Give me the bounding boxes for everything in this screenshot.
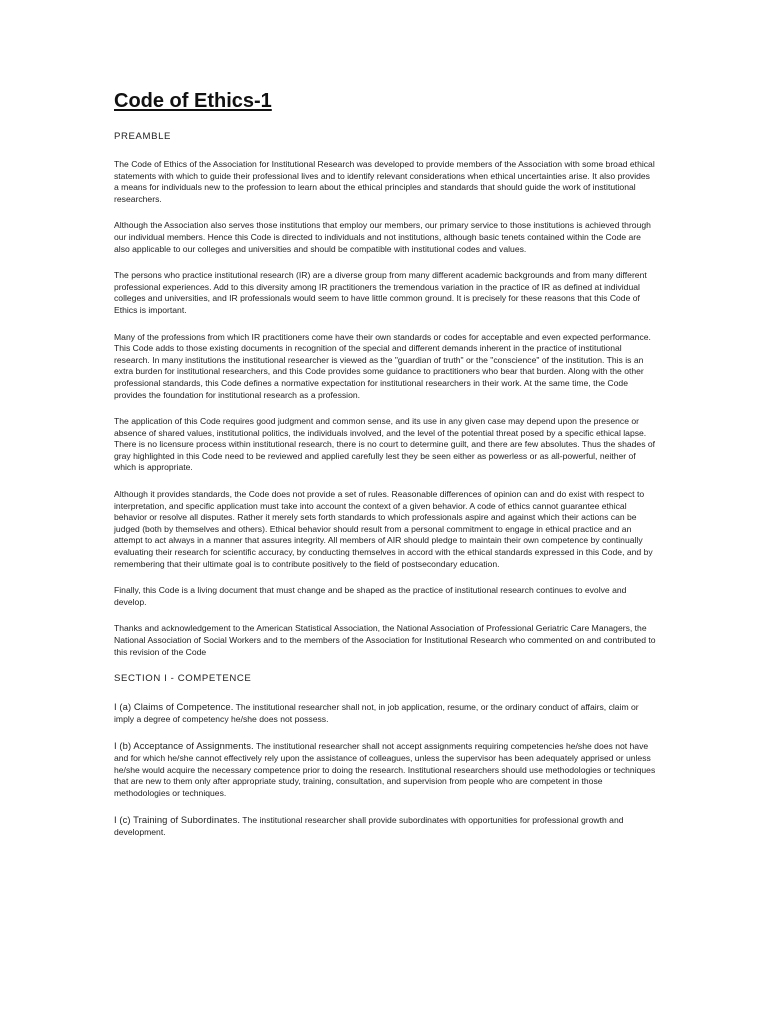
item-lead: I (c) Training of Subordinates. [114,814,241,826]
paragraph: Many of the professions from which IR practitioners come have their own standards or codes for acceptable and even expected performance. This Code adds to those existing documents in recognition of the special and different demands inherent in the practice of institutional research. In many institutions the institutional researcher is viewed as the "guardian of truth" or the "conscience" of the institution. This is an extra burden for institutional researchers, and this Code provides some guidance to practitioners who bear that burden. Along with the other professional standards, this Code defines a normative expectation for institutional researchers in their work. At the same time, the Code provides the foundation for institutional research as a profession. [114,331,651,400]
item-lead: I (b) Acceptance of Assignments. [114,740,254,752]
paragraph: Finally, this Code is a living document that must change and be shaped as the practice of institutional research continues to evolve and develop. [114,585,627,607]
competence-item [114,701,656,725]
competence-item [114,740,656,799]
item-text: The institutional researcher shall provide subordinates with opportunities for professional growth and development. [114,815,624,837]
item-text: The institutional researcher shall not, in job application, resume, or the ordinary conduct of affairs, claim or imply a degree of competency he/she does not possess. [114,702,639,724]
paragraph: The Code of Ethics of the Association for Institutional Research was developed to provide members of the Association with some broad ethical statements with which to guide their professional lives and to identify relevant considerations when ethical uncertainties arise. It also provides a means for individuals new to the profession to learn about the ethical principles and standards that should guide the work of institutional researchers. [114,159,655,204]
document-page [114,88,656,854]
section-heading-competence: SECTION I - COMPETENCE [114,673,252,685]
item-lead: I (a) Claims of Competence. [114,701,234,713]
competence-item [114,814,656,838]
paragraph: The persons who practice institutional research (IR) are a diverse group from many different academic backgrounds and from many different professional experiences. Add to this diversity among IR practitioners the tremendous variation in the practice of IR as defined at individual colleges and universities, and IR professionals would seem to have little common ground. It is precisely for these reasons that this Code of Ethics is important. [114,270,647,315]
paragraph: Although it provides standards, the Code does not provide a set of rules. Reasonable differences of opinion can and do exist with respect to interpretation, and specific application must take into account the context of a given behavior. A code of ethics cannot guarantee ethical behavior or resolve all disputes. Rather it merely sets forth standards to which professionals aspire and against which their actions can be judged (both by themselves and others). Ethical behavior should result from a personal commitment to engage in ethical practice and an attempt to act always in a manner that assures integrity. All members of AIR should pledge to maintain their own competence by continually evaluating their research for scientific accuracy, by conducting themselves in accord with the ethical standards expressed in this Code, and by remembering that their ultimate goal is to contribute positively to the field of postsecondary education. [114,489,653,569]
paragraph: Although the Association also serves those institutions that employ our members, our primary service to those institutions is achieved through our individual members. Hence this Code is directed to individuals and not institutions, although basic tenets contained within the Code are also applicable to our colleges and universities and should be compatible with institutional codes and values. [114,220,651,254]
preamble-heading: PREAMBLE [114,131,172,142]
document-title: Code of Ethics-1 [114,90,272,112]
item-text: The institutional researcher shall not accept assignments requiring competencies he/she does not have and for which he/she cannot effectively rely upon the assistance of colleagues, unless the supervisor has been adequately apprised or unless he/she would acquire the necessary competence prior to doing the research. Institutional researchers should use methodologies or techniques that are new to them only after appropriate study, training, consultation, and supervision from people who are competent in those methodologies or techniques. [114,741,656,798]
paragraph: Thanks and acknowledgement to the American Statistical Association, the National Association of Professional Geriatric Care Managers, the National Association of Social Workers and to the members of the Association for Institutional Research who commented on and contributed to this revision of the Code [114,623,656,657]
paragraph: The application of this Code requires good judgment and common sense, and its use in any given case may depend upon the presence or absence of shared values, institutional politics, the individuals involved, and the level of the potential threat posed by a specific ethical lapse. There is no licensure process within institutional research, there is no court to determine guilt, and there are few absolutes. Thus the shades of gray highlighted in this Code need to be reviewed and applied carefully lest they be seen either as powerless or as all-powerful, neither of which is appropriate. [114,416,656,473]
